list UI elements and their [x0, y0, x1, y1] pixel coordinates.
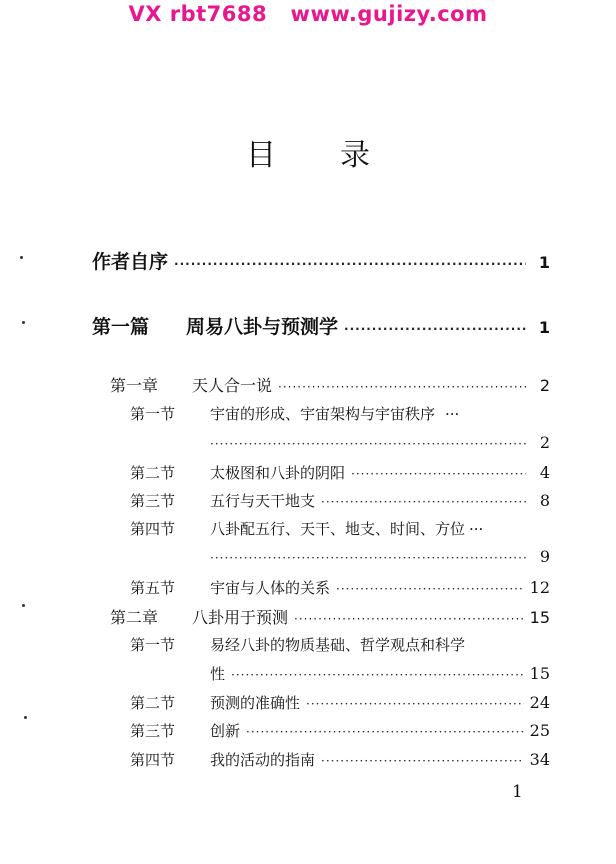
toc-entry-ch1-sec5[interactable] [130, 577, 550, 598]
toc-entry-title: 五行与天干地支 [210, 492, 316, 510]
section-label: 第二节 [130, 464, 176, 482]
toc-entry-title: 创新 [210, 722, 241, 740]
toc-entry-ch1-sec4-continuation[interactable] [210, 547, 550, 566]
leader-dots [278, 380, 526, 394]
toc-entry-ch2-sec4[interactable] [130, 749, 550, 770]
toc-entry-page: 1 [538, 253, 550, 272]
leader-dots [351, 467, 526, 481]
toc-entry-ch1-sec1[interactable] [130, 403, 550, 424]
toc-entry-ch2-sec1-continuation[interactable] [210, 663, 550, 684]
toc-entry-chapter-1[interactable] [110, 373, 550, 396]
scan-speck [20, 256, 23, 259]
section-label: 第五节 [130, 579, 176, 597]
title-char-1: 目 [246, 138, 276, 173]
toc-entry-page: 15 [529, 664, 550, 683]
leader-dots [294, 612, 524, 626]
toc-entry-title: 预测的准确性 [210, 694, 301, 712]
toc-entry-title: 太极图和八卦的阴阳 [210, 464, 346, 482]
toc-entry-ch1-sec1-continuation[interactable] [210, 433, 550, 452]
toc-entry-page: 34 [529, 750, 550, 769]
toc-entry-page: 2 [539, 433, 550, 452]
leader-dots [210, 551, 526, 565]
title-char-2: 录 [340, 138, 370, 173]
scan-speck [22, 321, 25, 324]
page-number: 1 [512, 782, 523, 802]
section-label: 第三节 [130, 492, 176, 510]
leader-dots [231, 668, 524, 682]
toc-entry-page: 9 [539, 547, 550, 566]
chapter-label: 第二章 [110, 608, 159, 627]
leader-dots [321, 754, 524, 768]
toc-entry-title: 周易八卦与预测学 [186, 316, 339, 338]
toc-entry-page: 1 [538, 318, 550, 337]
toc-entry-page: 2 [539, 376, 550, 395]
leader-dots [246, 725, 524, 739]
toc-entry-chapter-2[interactable] [110, 605, 550, 628]
leader-dots [321, 495, 526, 509]
toc-entry-title: 天人合一说 [192, 376, 273, 395]
page-title [0, 130, 616, 174]
watermark-text: VX rbt7688 www.gujizy.com [128, 2, 488, 26]
part-label: 第一篇 [92, 316, 150, 338]
toc-entry-ch2-sec2[interactable] [130, 692, 550, 713]
section-label: 第三节 [130, 722, 176, 740]
scan-speck [22, 604, 25, 607]
toc-entry-page: 15 [529, 608, 550, 627]
chapter-label: 第一章 [110, 376, 159, 395]
toc-entry-page: 12 [529, 578, 550, 597]
section-label: 第二节 [130, 694, 176, 712]
toc-entry-title-continuation: 性 [210, 665, 226, 683]
toc-entry-ch1-sec2[interactable] [130, 462, 550, 483]
toc-entry-title: 八卦用于预测 [192, 608, 289, 627]
toc-entry-part-1[interactable] [92, 312, 550, 339]
leader-dots [344, 322, 526, 336]
section-label: 第四节 [130, 751, 176, 769]
toc-entry-ch1-sec3[interactable] [130, 490, 550, 511]
leader-dots [174, 257, 526, 271]
toc-entry-title: 我的活动的指南 [210, 751, 316, 769]
leader-dots [210, 437, 526, 451]
section-label: 第一节 [130, 636, 176, 654]
toc-entry-ch2-sec3[interactable] [130, 720, 550, 741]
toc-entry-title: 作者自序 [92, 251, 169, 273]
toc-entry-title: 八卦配五行、天干、地支、时间、方位 [210, 520, 466, 538]
toc-entry-preface[interactable] [92, 247, 550, 274]
toc-entry-page: 8 [539, 491, 550, 510]
toc-entry-title: 宇宙的形成、宇宙架构与宇宙秩序 [210, 405, 436, 423]
section-label: 第一节 [130, 405, 176, 423]
scan-speck [24, 716, 27, 719]
toc-entry-ch2-sec1[interactable] [130, 634, 550, 655]
toc-entry-title: 易经八卦的物质基础、哲学观点和科学 [210, 636, 466, 654]
toc-entry-page: 4 [539, 463, 550, 482]
leader-dots [306, 697, 524, 711]
section-label: 第四节 [130, 520, 176, 538]
toc-entry-page: 25 [529, 721, 550, 740]
leader-trail: ··· [469, 520, 484, 538]
toc-entry-title: 宇宙与人体的关系 [210, 579, 331, 597]
toc-entry-page: 24 [529, 693, 550, 712]
toc-entry-ch1-sec4[interactable] [130, 518, 550, 539]
leader-dots [336, 582, 524, 596]
leader-trail: ··· [445, 405, 460, 423]
